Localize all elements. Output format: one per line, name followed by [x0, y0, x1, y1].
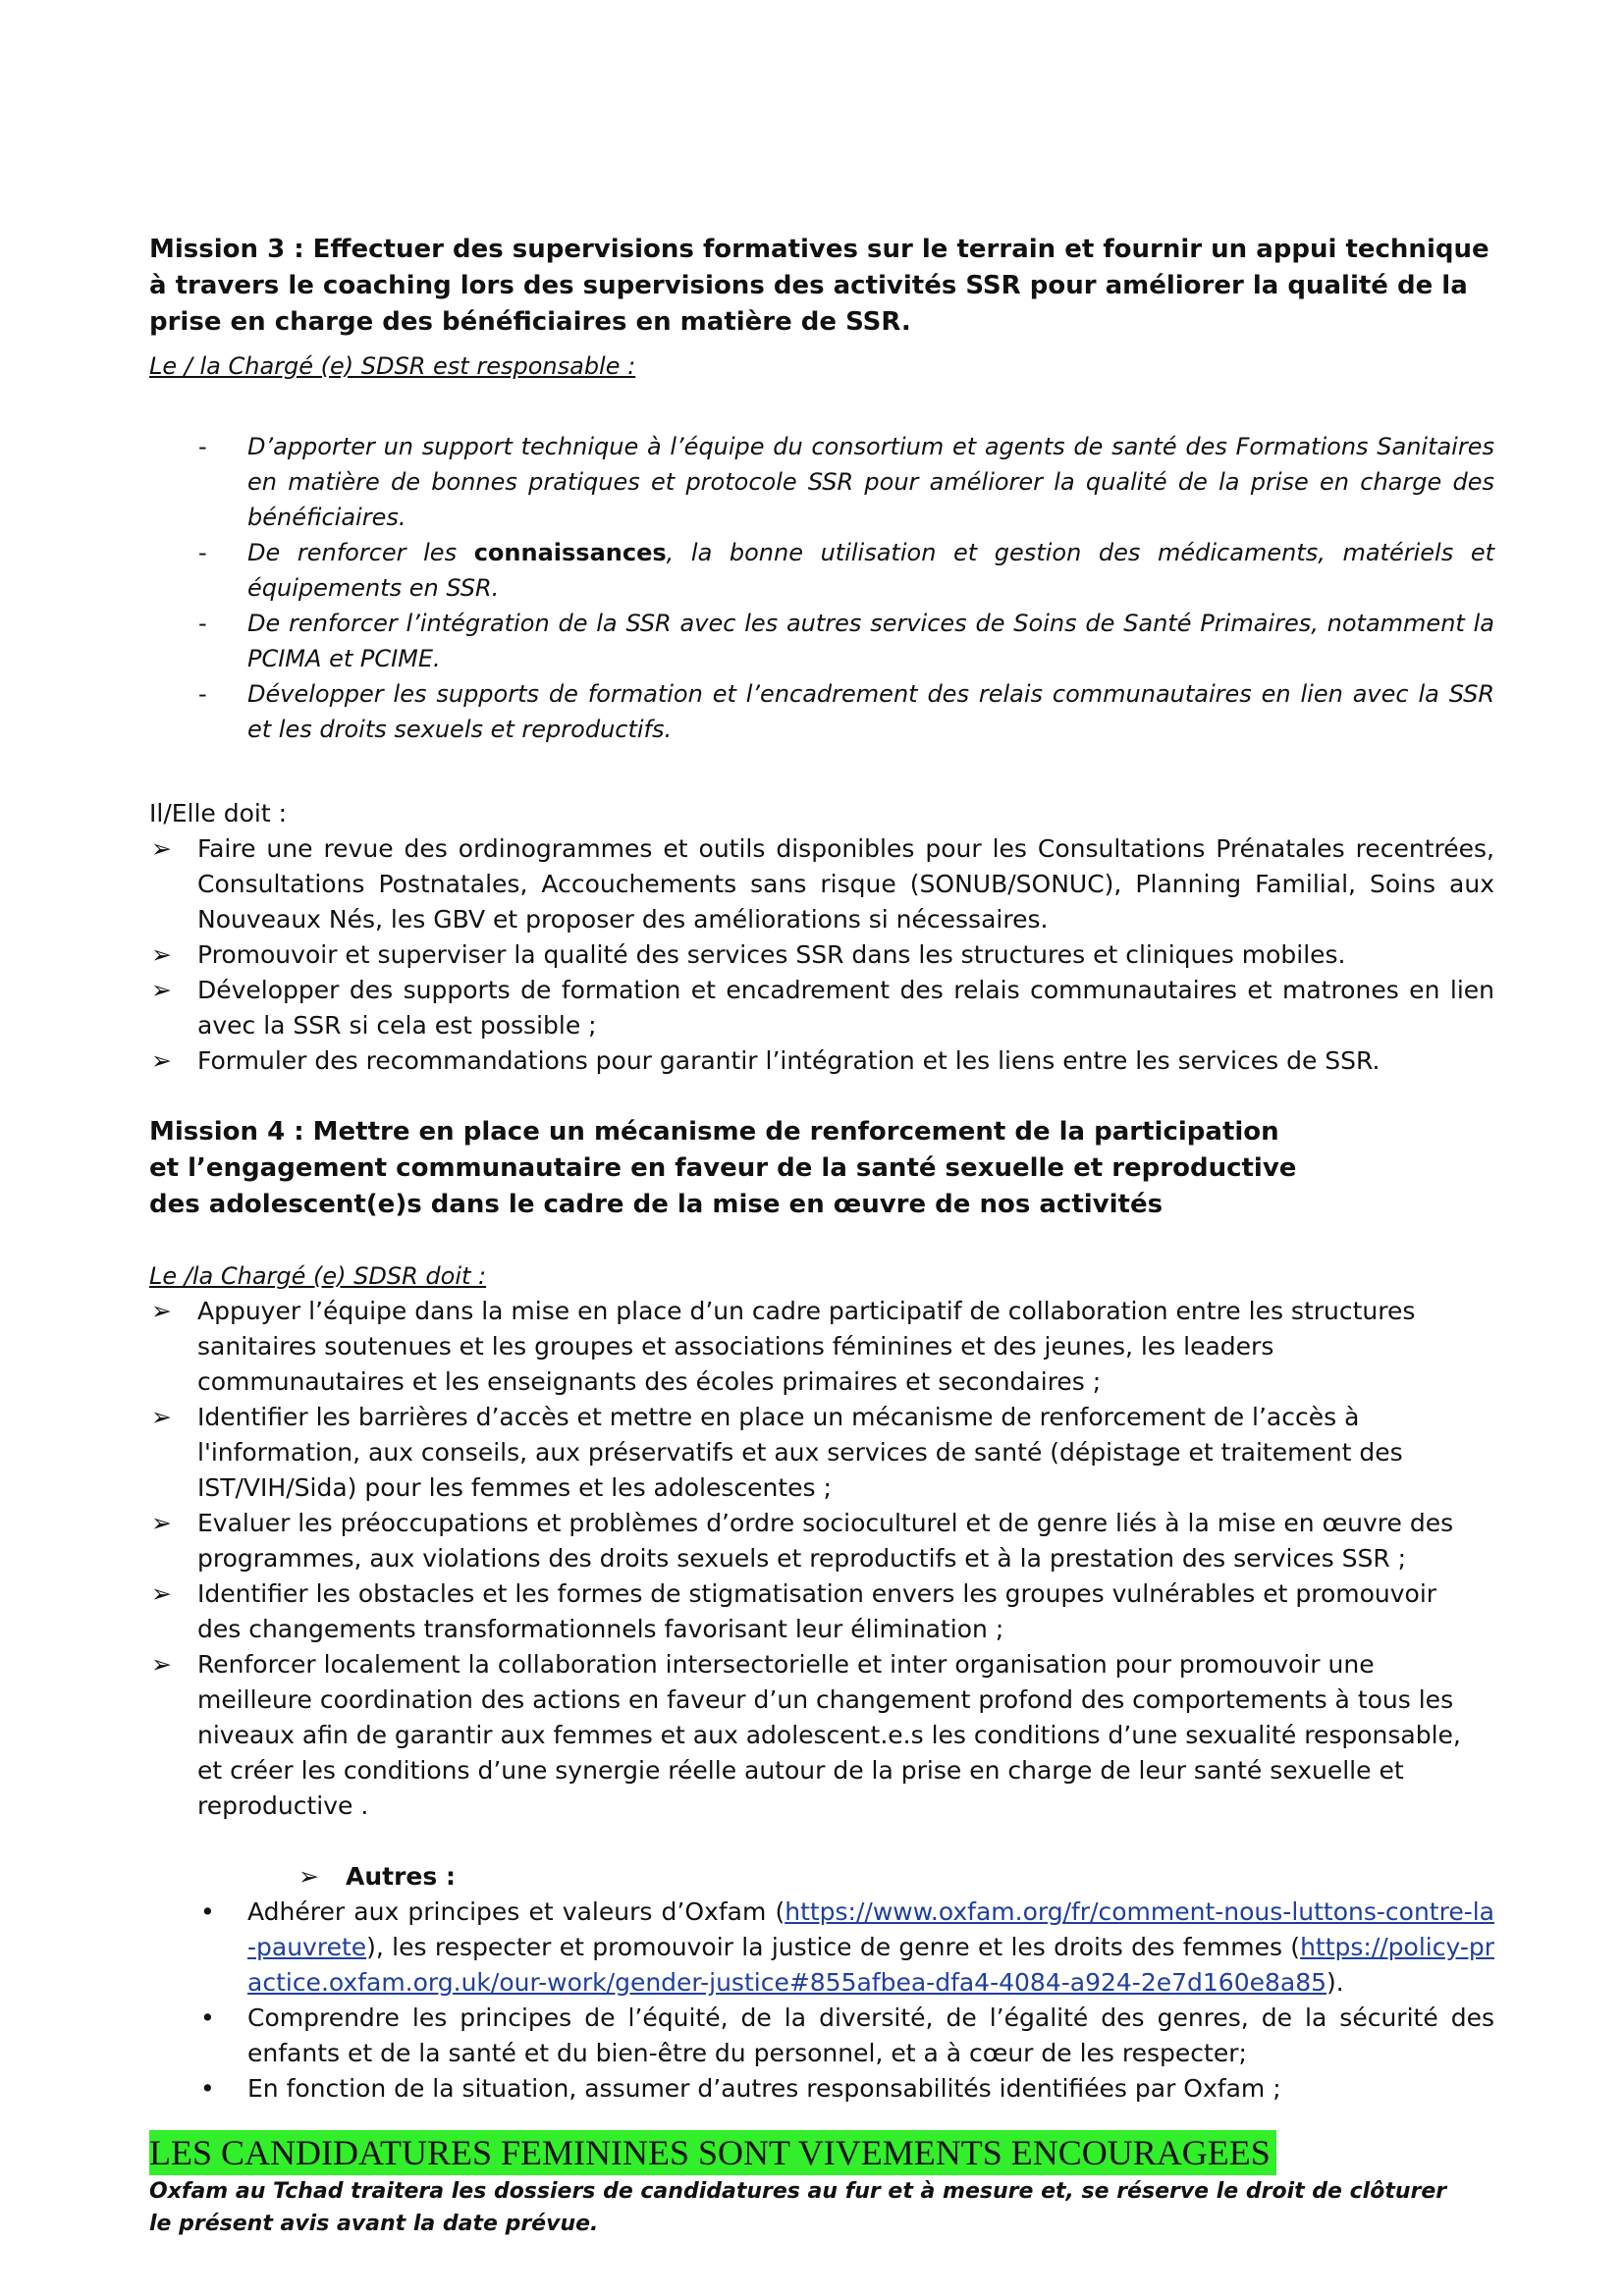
arrow-bullet-icon: ➢: [151, 1297, 172, 1325]
mission-3-responsibilities: [149, 429, 1494, 747]
list-item: • Adhérer aux principes et valeurs d’Oxfam (https://www.oxfam.org/fr/comment-nous-luttons-contre-la-pauvrete), les respecter et promouvoir la justice de genre et les droits des femmes (https://policy-practice.oxfam.org.uk/our-work/gender-justice#855afbea-dfa4-4084-a924-2e7d160e8a85).: [149, 1895, 1494, 2001]
arrow-bullet-icon: ➢: [151, 1046, 172, 1075]
dot-bullet-icon: •: [200, 2074, 215, 2103]
list-item: - Développer les supports de formation et l’encadrement des relais communautaires en lien avec la SSR et les droits sexuels et reproductifs.: [149, 676, 1494, 747]
emphasis-text: connaissances: [473, 539, 667, 566]
arrow-bullet-icon: ➢: [151, 1509, 172, 1537]
dash-bullet: -: [198, 433, 207, 460]
list-item: • Comprendre les principes de l’équité, de la diversité, de l’égalité des genres, de la sécurité des enfants et de la santé et du bien-être du personnel, et a à cœur de les respecter;: [149, 2001, 1494, 2071]
dot-bullet-icon: •: [200, 1897, 215, 1926]
arrow-bullet-icon: ➢: [151, 1403, 172, 1431]
list-item: ➢ Faire une revue des ordinogrammes et outils disponibles pour les Consultations Prénatales recentrées, Consultations Postnatales, Accouchements sans risque (SONUB/SONUC), Planning Familial, Soins aux Nouveaux Nés, les GBV et proposer des améliorations si nécessaires.: [149, 831, 1494, 937]
arrow-bullet-icon: ➢: [298, 1862, 319, 1891]
oxfam-values-link[interactable]: https://www.oxfam.org/fr/comment-nous-luttons-contre-la-pauvrete: [247, 1897, 1494, 1961]
list-item: ➢ Promouvoir et superviser la qualité des services SSR dans les structures et cliniques mobiles.: [149, 937, 1494, 973]
mission-3-must-list: [149, 831, 1494, 1079]
dash-bullet: -: [198, 539, 207, 566]
mission-3-title: Mission 3 : Effectuer des supervisions formatives sur le terrain et fournir un appui technique à travers le coaching lors des supervisions des activités SSR pour améliorer la qualité de la prise en charge des bénéficiaires en matière de SSR.: [149, 235, 1489, 337]
arrow-bullet-icon: ➢: [151, 1650, 172, 1679]
list-item: ➢ Développer des supports de formation et encadrement des relais communautaires et matrones en lien avec la SSR si cela est possible ;: [149, 973, 1494, 1043]
arrow-bullet-icon: ➢: [151, 976, 172, 1004]
banner-row: [149, 2130, 1494, 2175]
arrow-bullet-icon: ➢: [151, 940, 172, 969]
list-item: ➢ Formuler des recommandations pour garantir l’intégration et les liens entre les services de SSR.: [149, 1043, 1494, 1079]
mission-3-responsible-heading: Le / la Chargé (e) SDSR est responsable :: [149, 352, 636, 380]
footer-note: Oxfam au Tchad traitera les dossiers de candidatures au fur et à mesure et, se réserve le droit de clôturer le présent avis avant la date prévue.: [149, 2179, 1447, 2236]
autres-heading: ➢ Autres :: [149, 1859, 1494, 1895]
dash-bullet: -: [198, 680, 207, 708]
list-item: ➢ Identifier les barrières d’accès et mettre en place un mécanisme de renforcement de l’accès à l'information, aux conseils, aux préservatifs et aux services de santé (dépistage et traitement des IST/VIH/Sida) pour les femmes et les adolescentes ;: [149, 1400, 1465, 1506]
dash-bullet: -: [198, 610, 207, 637]
list-item: ➢ Identifier les obstacles et les formes de stigmatisation envers les groupes vulnérables et promouvoir des changements transformationnels favorisant leur élimination ;: [149, 1576, 1465, 1647]
mission-4-list: [149, 1294, 1465, 1824]
mission-3-must-heading: Il/Elle doit :: [149, 799, 288, 828]
list-item: ➢ Evaluer les préoccupations et problèmes d’ordre socioculturel et de genre liés à la mise en œuvre des programmes, aux violations des droits sexuels et reproductifs et à la prestation des services SSR ;: [149, 1506, 1465, 1576]
list-item: - D’apporter un support technique à l’équipe du consortium et agents de santé des Formations Sanitaires en matière de bonnes pratiques et protocole SSR pour améliorer la qualité de la prise en charge des bénéficiaires.: [149, 429, 1494, 535]
arrow-bullet-icon: ➢: [151, 834, 172, 863]
dot-bullet-icon: •: [200, 2003, 215, 2032]
highlight-banner: LES CANDIDATURES FEMININES SONT VIVEMENTS ENCOURAGEES: [149, 2130, 1276, 2175]
mission-4-title: Mission 4 : Mettre en place un mécanisme de renforcement de la participation et l’engagement communautaire en faveur de la santé sexuelle et reproductive des adolescent(e)s dans le cadre de la mise en œuvre de nos activités: [149, 1117, 1297, 1219]
autres-list: [149, 1895, 1494, 2107]
list-item: • En fonction de la situation, assumer d’autres responsabilités identifiées par Oxfam ;: [149, 2071, 1494, 2107]
list-item: - De renforcer les connaissances, la bonne utilisation et gestion des médicaments, matériels et équipements en SSR.: [149, 535, 1494, 606]
arrow-bullet-icon: ➢: [151, 1579, 172, 1608]
list-item: - De renforcer l’intégration de la SSR avec les autres services de Soins de Santé Primaires, notamment la PCIMA et PCIME.: [149, 606, 1494, 676]
gender-justice-link[interactable]: https://policy-practice.oxfam.org.uk/our-work/gender-justice#855afbea-dfa4-4084-a924-2e7d160e8a85: [247, 1933, 1494, 1997]
list-item: ➢ Renforcer localement la collaboration intersectorielle et inter organisation pour promouvoir une meilleure coordination des actions en faveur d’un changement profond des comportements à tous les niveaux afin de garantir aux femmes et aux adolescent.e.s les conditions d’une sexualité responsable, et créer les conditions d’une synergie réelle autour de la prise en charge de leur santé sexuelle et reproductive .: [149, 1647, 1465, 1824]
list-item: ➢ Appuyer l’équipe dans la mise en place d’un cadre participatif de collaboration entre les structures sanitaires soutenues et les groupes et associations féminines et des jeunes, les leaders communautaires et les enseignants des écoles primaires et secondaires ;: [149, 1294, 1465, 1400]
mission-4-must-heading: Le /la Chargé (e) SDSR doit :: [149, 1262, 487, 1290]
document-page: [149, 232, 1494, 2240]
